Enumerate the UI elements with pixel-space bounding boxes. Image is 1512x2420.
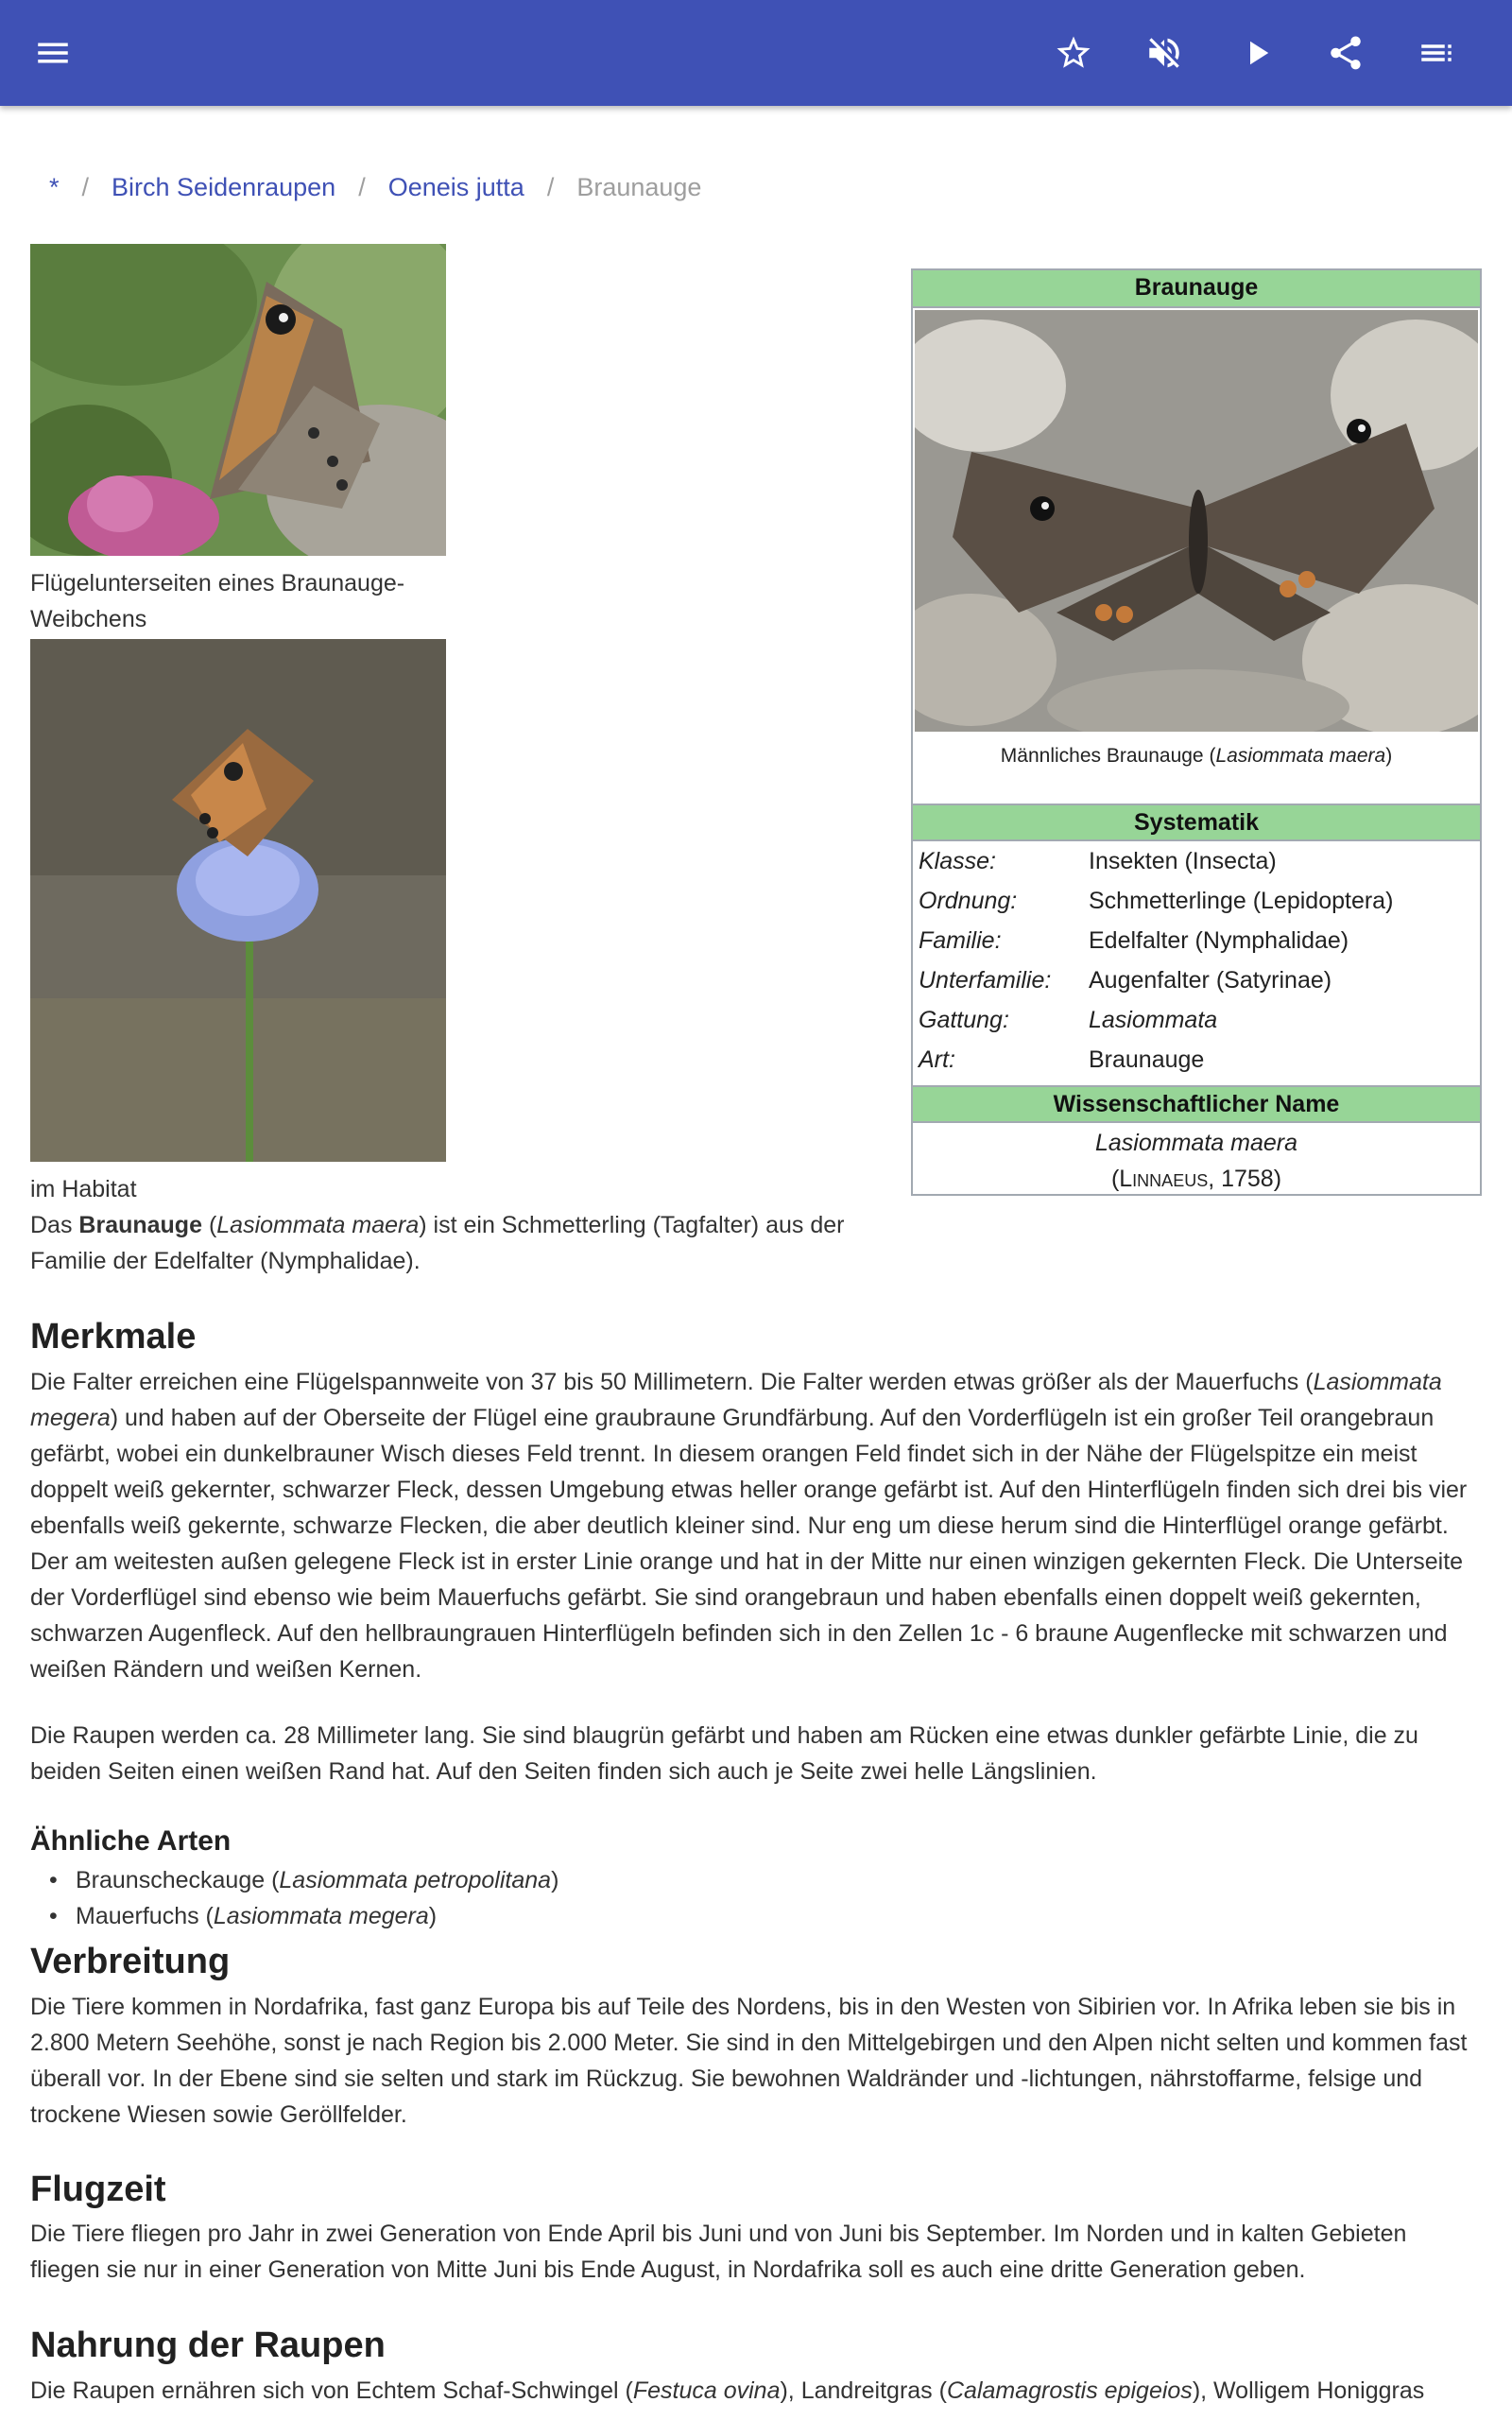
caption-scientific-name: Lasiommata maera <box>1215 745 1386 767</box>
volume-off-icon[interactable] <box>1134 23 1194 83</box>
male-butterfly-photo[interactable] <box>915 310 1478 732</box>
paragraph-text: Die Falter erreichen eine Flügelspannweite von 37 bis 50 Millimetern. Die Falter werden etwas größer als der Mauerfuchs ( <box>30 1369 1314 1395</box>
figure-caption: Flügelunterseiten eines Braunauge-Weibchens <box>30 570 405 632</box>
table-of-contents-icon[interactable] <box>1406 23 1467 83</box>
scientific-name: Lasiommata petropolitana <box>279 1867 552 1893</box>
scientific-name: Calamagrostis epigeios <box>946 2377 1193 2404</box>
species-name: Braunauge <box>78 1212 202 1238</box>
intro-text: ( <box>202 1212 217 1238</box>
taxonomy-row-familie <box>913 921 1480 960</box>
author-text: , 1758) <box>1208 1166 1282 1192</box>
taxonomy-key: Unterfamilie: <box>919 967 1052 994</box>
taxonomy-value[interactable]: Augenfalter (Satyrinae) <box>1089 967 1332 994</box>
scientific-name: Lasiommata megera <box>213 1903 429 1929</box>
taxonomy-key: Klasse: <box>919 848 996 874</box>
taxonomy-value[interactable]: Insekten (Insecta) <box>1089 848 1277 874</box>
caption-text: ) <box>1385 745 1393 767</box>
breadcrumb-link-birch-seidenraupen[interactable]: Birch Seidenraupen <box>112 173 336 201</box>
subsection-heading-aehnliche-arten: Ähnliche Arten <box>30 1825 232 1857</box>
taxonomy-row-ordnung <box>913 881 1480 921</box>
app-bar <box>0 0 1512 106</box>
systematik-header: Systematik <box>913 804 1480 841</box>
scientific-name: Lasiommata maera <box>1095 1130 1297 1156</box>
paragraph-text: ), Landreitgras ( <box>780 2377 947 2404</box>
hamburger-menu-icon[interactable] <box>23 23 83 83</box>
taxonomy-key: Ordnung: <box>919 888 1018 914</box>
taxonomy-key: Art: <box>919 1046 955 1073</box>
taxonomy-row-unterfamilie <box>913 960 1480 1000</box>
share-icon[interactable] <box>1315 23 1376 83</box>
author-text: ( <box>1110 1166 1120 1192</box>
breadcrumb <box>49 168 701 206</box>
flugzeit-paragraph: Die Tiere fliegen pro Jahr in zwei Generation von Ende April bis Juni und von Juni bis September. Im Norden und in kalten Gebieten fliegen sie nur in einer Generation von Mitte Juni bis Ende August, in Nordafrika soll es auch eine dritte Generation geben. <box>30 2221 1407 2283</box>
scientific-name-header: Wissenschaftlicher Name <box>913 1085 1480 1123</box>
merkmale-paragraph <box>30 1364 1482 1687</box>
breadcrumb-separator: / <box>358 173 366 201</box>
list-item <box>30 1862 558 1898</box>
taxonomy-row-gattung <box>913 1000 1480 1040</box>
figure-caption: im Habitat <box>30 1176 137 1202</box>
section-heading-verbreitung: Verbreitung <box>30 1942 231 1981</box>
taxonomy-value[interactable]: Edelfalter (Nymphalidae) <box>1089 927 1349 954</box>
breadcrumb-root-link[interactable]: * <box>49 173 60 201</box>
butterfly-underside-photo[interactable] <box>30 244 446 556</box>
taxonomy-row-klasse <box>913 841 1480 881</box>
section-heading-flugzeit: Flugzeit <box>30 2169 166 2209</box>
breadcrumb-separator: / <box>81 173 90 201</box>
star-outline-icon[interactable] <box>1043 23 1104 83</box>
nahrung-paragraph <box>30 2373 1482 2409</box>
list-text: ) <box>428 1903 438 1929</box>
taxobox-title: Braunauge <box>913 270 1480 308</box>
breadcrumb-separator: / <box>546 173 555 201</box>
scientific-name: Festuca ovina <box>632 2377 781 2404</box>
taxonomy-row-art <box>913 1040 1480 1080</box>
play-icon[interactable] <box>1227 23 1287 83</box>
taxonomy-key: Familie: <box>919 927 1002 954</box>
paragraph-text: ) und haben auf der Oberseite der Flügel eine graubraune Grundfärbung. Auf den Vorderflügeln ist ein großer Teil orangebraun gefärbt, wobei ein dunkelbrauner Wisch dieses Feld trennt. In diesem orangen Feld findet sich in der Nähe der Flügelspitze ein meist doppelt weiß gekernter, schwarzer Fleck, dessen Umgebung etwas heller orange gefärbt ist. Auf den Hinterflügeln finden sich drei bis vier ebenfalls weiß gekernte, schwarze Flecken, die aber deutlich kleiner sind. Nur eng um diese herum sind die Hinterflügel orange gefärbt. Der am weitesten außen gelegene Fleck ist in erster Linie orange und hat in der Mitte nur einen winzigen gekernten Fleck. Die Unterseite der Vorderflügel sind ebenso wie beim Mauerfuchs gefärbt. Sie sind orangebraun und haben ebenfalls einen doppelt weiß gekernten, schwarzen Augenfleck. Auf den hellbraungrauen Hinterflügeln befinden sich in den Zellen 1c - 6 braune Augenflecke mit schwarzen und weißen Rändern und weißen Kernen. <box>30 1405 1468 1683</box>
species-name: Mauerfuchs ( <box>76 1903 214 1929</box>
taxobox <box>911 268 1482 1196</box>
merkmale-raupen-paragraph: Die Raupen werden ca. 28 Millimeter lang. Sie sind blaugrün gefärbt und haben am Rücken eine etwas dunkler gefärbte Linie, die zu beiden Seiten einen weißen Rand hat. Auf den Seiten finden sich auch je Seite zwei helle Längslinien. <box>30 1722 1418 1785</box>
taxonomy-key: Gattung: <box>919 1007 1009 1033</box>
taxobox-image-caption <box>913 741 1480 771</box>
list-text: ) <box>551 1867 559 1893</box>
list-item <box>30 1898 558 1934</box>
taxonomy-value[interactable]: Lasiommata <box>1089 1007 1218 1033</box>
taxobox-scientific-name <box>913 1125 1480 1197</box>
species-name: Braunscheckauge ( <box>76 1867 280 1893</box>
section-heading-nahrung: Nahrung der Raupen <box>30 2325 386 2365</box>
verbreitung-paragraph: Die Tiere kommen in Nordafrika, fast ganz Europa bis auf Teile des Nordens, bis in den Westen von Sibirien vor. In Afrika leben sie bis in 2.800 Metern Seehöhe, sonst je nach Region bis 2.000 Meter. Sie sind in den Mittelgebirgen und den Alpen nicht selten und kommen fast überall vor. In der Ebene sind sie selten und stark im Rückzug. Sie bewohnen Waldränder und -lichtungen, nährstoffarme, felsige und trockene Wiesen sowie Geröllfelder. <box>30 1994 1468 2128</box>
intro-text: Das <box>30 1212 79 1238</box>
similar-species-list <box>30 1862 558 1934</box>
taxonomy-value: Braunauge <box>1089 1046 1205 1073</box>
intro-paragraph <box>30 1207 881 1279</box>
taxonomy-value[interactable]: Schmetterlinge (Lepidoptera) <box>1089 888 1394 914</box>
paragraph-text: Die Raupen ernähren sich von Echtem Schaf-Schwingel ( <box>30 2377 633 2404</box>
scientific-name: Lasiommata maera <box>216 1212 420 1238</box>
section-heading-merkmale: Merkmale <box>30 1317 197 1357</box>
caption-text: Männliches Braunauge ( <box>1000 745 1216 767</box>
butterfly-habitat-photo[interactable] <box>30 639 446 1162</box>
breadcrumb-current: Braunauge <box>576 173 702 201</box>
author-name[interactable]: Linnaeus <box>1119 1166 1209 1192</box>
intro-text: ) ist ein Schmetterling (Tagfalter) aus der Familie der Edelfalter (Nymphalidae). <box>30 1212 845 1274</box>
breadcrumb-link-oeneis-jutta[interactable]: Oeneis jutta <box>387 173 524 201</box>
scientific-name: Lasiommata megera <box>30 1369 1442 1431</box>
paragraph-text: ), Wolligem Honiggras <box>1192 2377 1425 2404</box>
